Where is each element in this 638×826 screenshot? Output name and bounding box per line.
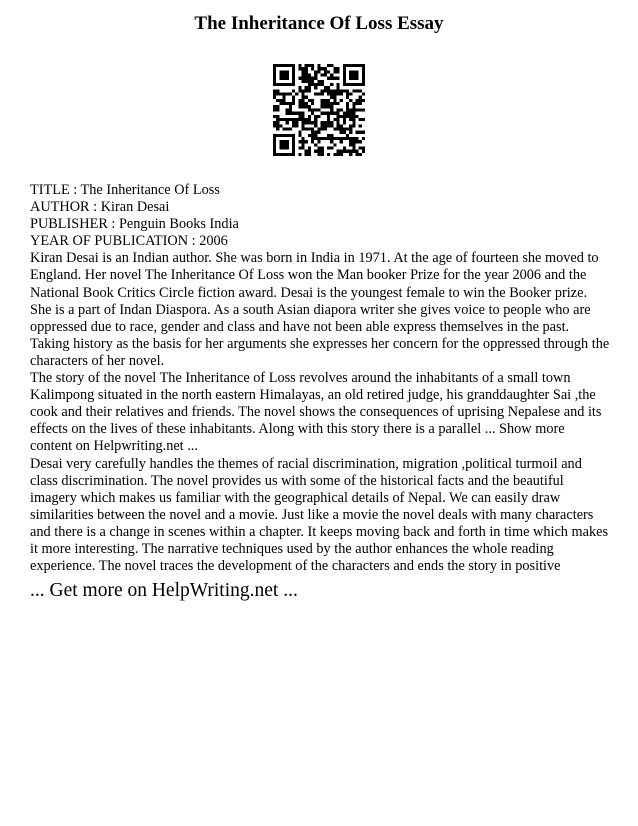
paragraph: Kiran Desai is an Indian author. She was born in India in 1971. At the age of fourteen she moved to England. Her novel The Inheritance Of Loss won the Man booker Prize for the year 2006 and the National Book Critics Circle fiction award. Desai is the youngest female to win the Booker prize. She is a part of Indan Diaspora. As a south Asian diapora writer she gives voice to people who are oppressed due to race, gender and class and have not been able express themselves in the past. Taking history as the basis for her arguments she expresses her concern for the oppressed through the characters of her novel. <box>30 250 610 369</box>
essay-body <box>30 182 610 575</box>
meta-year: YEAR OF PUBLICATION : 2006 <box>30 233 228 250</box>
meta-publisher: PUBLISHER : Penguin Books India <box>30 216 239 233</box>
page-title: The Inheritance Of Loss Essay <box>194 13 444 34</box>
meta-author: AUTHOR : Kiran Desai <box>30 199 170 216</box>
get-more-link[interactable]: ... Get more on HelpWriting.net ... <box>30 580 298 601</box>
paragraph: Desai very carefully handles the themes of racial discrimination, migration ,political turmoil and class discrimination. The novel provides us with some of the historical facts and the beautiful imagery which makes us familiar with the geographical details of Nepal. We can easily draw similarities between the novel and a movie. Just like a movie the novel deals with many characters and there is a change in scenes within a chapter. It keeps moving back and forth in time which makes it more interesting. The narrative techniques used by the author enhances the whole reading experience. The novel traces the development of the characters and ends the story in positive <box>30 455 609 575</box>
qr-code-icon[interactable] <box>273 64 365 156</box>
paragraph: The story of the novel The Inheritance of Loss revolves around the inhabitants of a small town Kalimpong situated in the north eastern Himalayas, an old retired judge, his granddaughter Sai ,the cook and their relatives and friends. The novel shows the consequences of uprising Nepalese and its effects on the lives of these inhabitants. Along with this story there is a parallel ... Show more content on Helpwriting.net ... <box>30 370 602 455</box>
meta-title: TITLE : The Inheritance Of Loss <box>30 182 220 198</box>
